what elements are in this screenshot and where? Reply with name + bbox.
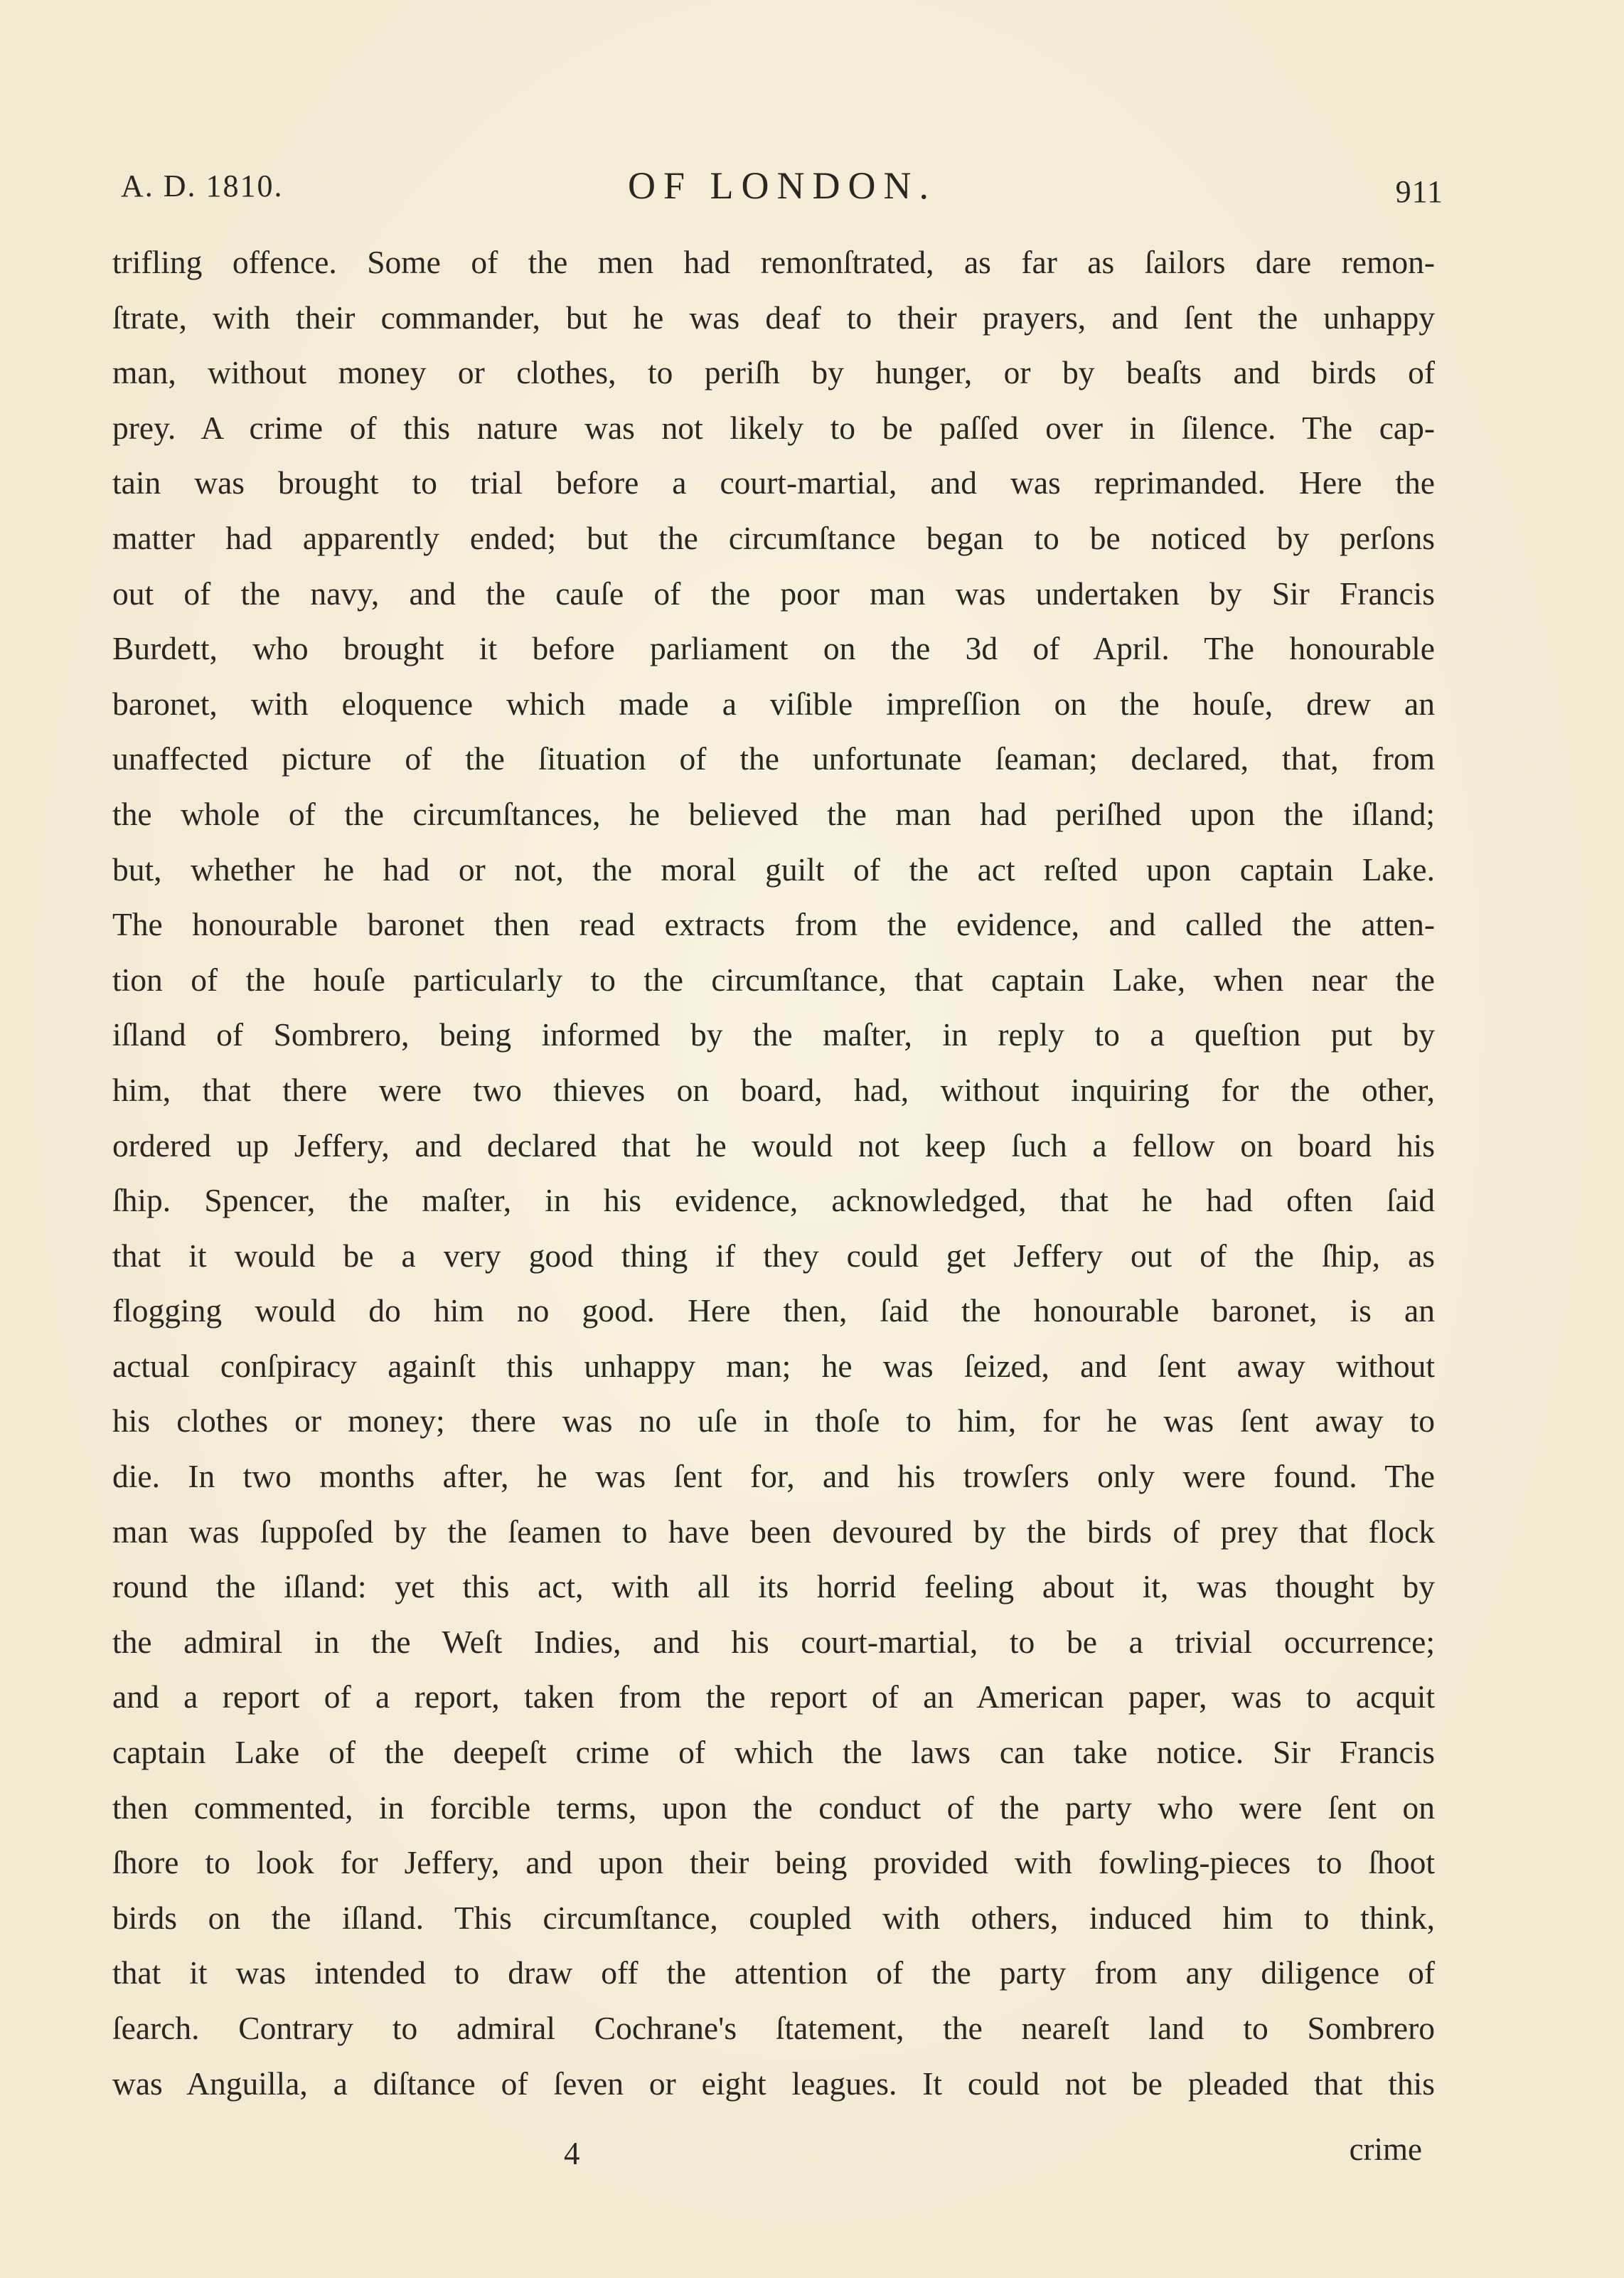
- text-line: flogging would do him no good. Here then, ſaid the honourable baronet, is an: [112, 1292, 1435, 1329]
- running-head: [121, 164, 1443, 213]
- text-line: the admiral in the Weſt Indies, and his court-martial, to be a trivial occurrence;: [112, 1623, 1435, 1660]
- text-line: matter had apparently ended; but the circumſtance began to be noticed by perſons: [112, 519, 1435, 556]
- text-line: then commented, in forcible terms, upon the conduct of the party who were ſent on: [112, 1789, 1435, 1826]
- text-line: trifling offence. Some of the men had remonſtrated, as far as ſailors dare remon-: [112, 244, 1435, 280]
- text-line: but, whether he had or not, the moral guilt of the act reſted upon captain Lake.: [112, 851, 1435, 888]
- text-line: out of the navy, and the cauſe of the poor man was undertaken by Sir Francis: [112, 575, 1435, 612]
- text-line: ſearch. Contrary to admiral Cochrane's ſtatement, the neareſt land to Sombrero: [112, 2010, 1435, 2046]
- header-date: A. D. 1810.: [121, 169, 284, 203]
- text-line: was Anguilla, a diſtance of ſeven or eight leagues. It could not be pleaded that this: [112, 2065, 1435, 2102]
- text-line: The honourable baronet then read extracts from the evidence, and called the atten-: [112, 906, 1435, 943]
- text-line: tain was brought to trial before a court-martial, and was reprimanded. Here the: [112, 464, 1435, 501]
- text-line: baronet, with eloquence which made a viſible impreſſion on the houſe, drew an: [112, 685, 1435, 722]
- page-footer: [112, 2131, 1435, 2181]
- text-line: captain Lake of the deepeſt crime of which the laws can take notice. Sir Francis: [112, 1734, 1435, 1771]
- header-title: OF LONDON.: [628, 164, 936, 207]
- text-line: die. In two months after, he was ſent for, and his trowſers only were found. The: [112, 1458, 1435, 1495]
- text-line: unaffected picture of the ſituation of the unfortunate ſeaman; declared, that, from: [112, 740, 1435, 777]
- text-line: his clothes or money; there was no uſe in thoſe to him, for he was ſent away to: [112, 1403, 1435, 1439]
- text-line: round the iſland: yet this act, with all its horrid feeling about it, was thought by: [112, 1568, 1435, 1605]
- text-line: that it was intended to draw off the attention of the party from any diligence of: [112, 1954, 1435, 1991]
- text-line: iſland of Sombrero, being informed by the maſter, in reply to a queſtion put by: [112, 1016, 1435, 1053]
- body-text: [112, 235, 1435, 2111]
- text-line: actual conſpiracy againſt this unhappy man; he was ſeized, and ſent away without: [112, 1347, 1435, 1384]
- text-line: that it would be a very good thing if they could get Jeffery out of the ſhip, as: [112, 1237, 1435, 1274]
- text-line: prey. A crime of this nature was not likely to be paſſed over in ſilence. The cap-: [112, 409, 1435, 446]
- page-number: 911: [1395, 174, 1443, 209]
- signature-mark: 4: [564, 2136, 580, 2171]
- text-line: tion of the houſe particularly to the circumſtance, that captain Lake, when near the: [112, 961, 1435, 998]
- text-line: ſhore to look for Jeffery, and upon their being provided with fowling-pieces to ſhoot: [112, 1844, 1435, 1881]
- catchword: crime: [1349, 2131, 1422, 2167]
- text-line: ordered up Jeffery, and declared that he would not keep ſuch a fellow on board his: [112, 1127, 1435, 1164]
- text-line: Burdett, who brought it before parliament on the 3d of April. The honourable: [112, 630, 1435, 667]
- text-line: ſtrate, with their commander, but he was deaf to their prayers, and ſent the unhappy: [112, 299, 1435, 336]
- text-line: man, without money or clothes, to periſh by hunger, or by beaſts and birds of: [112, 354, 1435, 391]
- text-line: him, that there were two thieves on board, had, without inquiring for the other,: [112, 1071, 1435, 1108]
- text-line: the whole of the circumſtances, he believed the man had periſhed upon the iſland;: [112, 795, 1435, 832]
- text-line: birds on the iſland. This circumſtance, coupled with others, induced him to think,: [112, 1899, 1435, 1936]
- text-line: man was ſuppoſed by the ſeamen to have been devoured by the birds of prey that flock: [112, 1513, 1435, 1550]
- text-line: and a report of a report, taken from the report of an American paper, was to acquit: [112, 1678, 1435, 1715]
- text-line: ſhip. Spencer, the maſter, in his evidence, acknowledged, that he had often ſaid: [112, 1182, 1435, 1219]
